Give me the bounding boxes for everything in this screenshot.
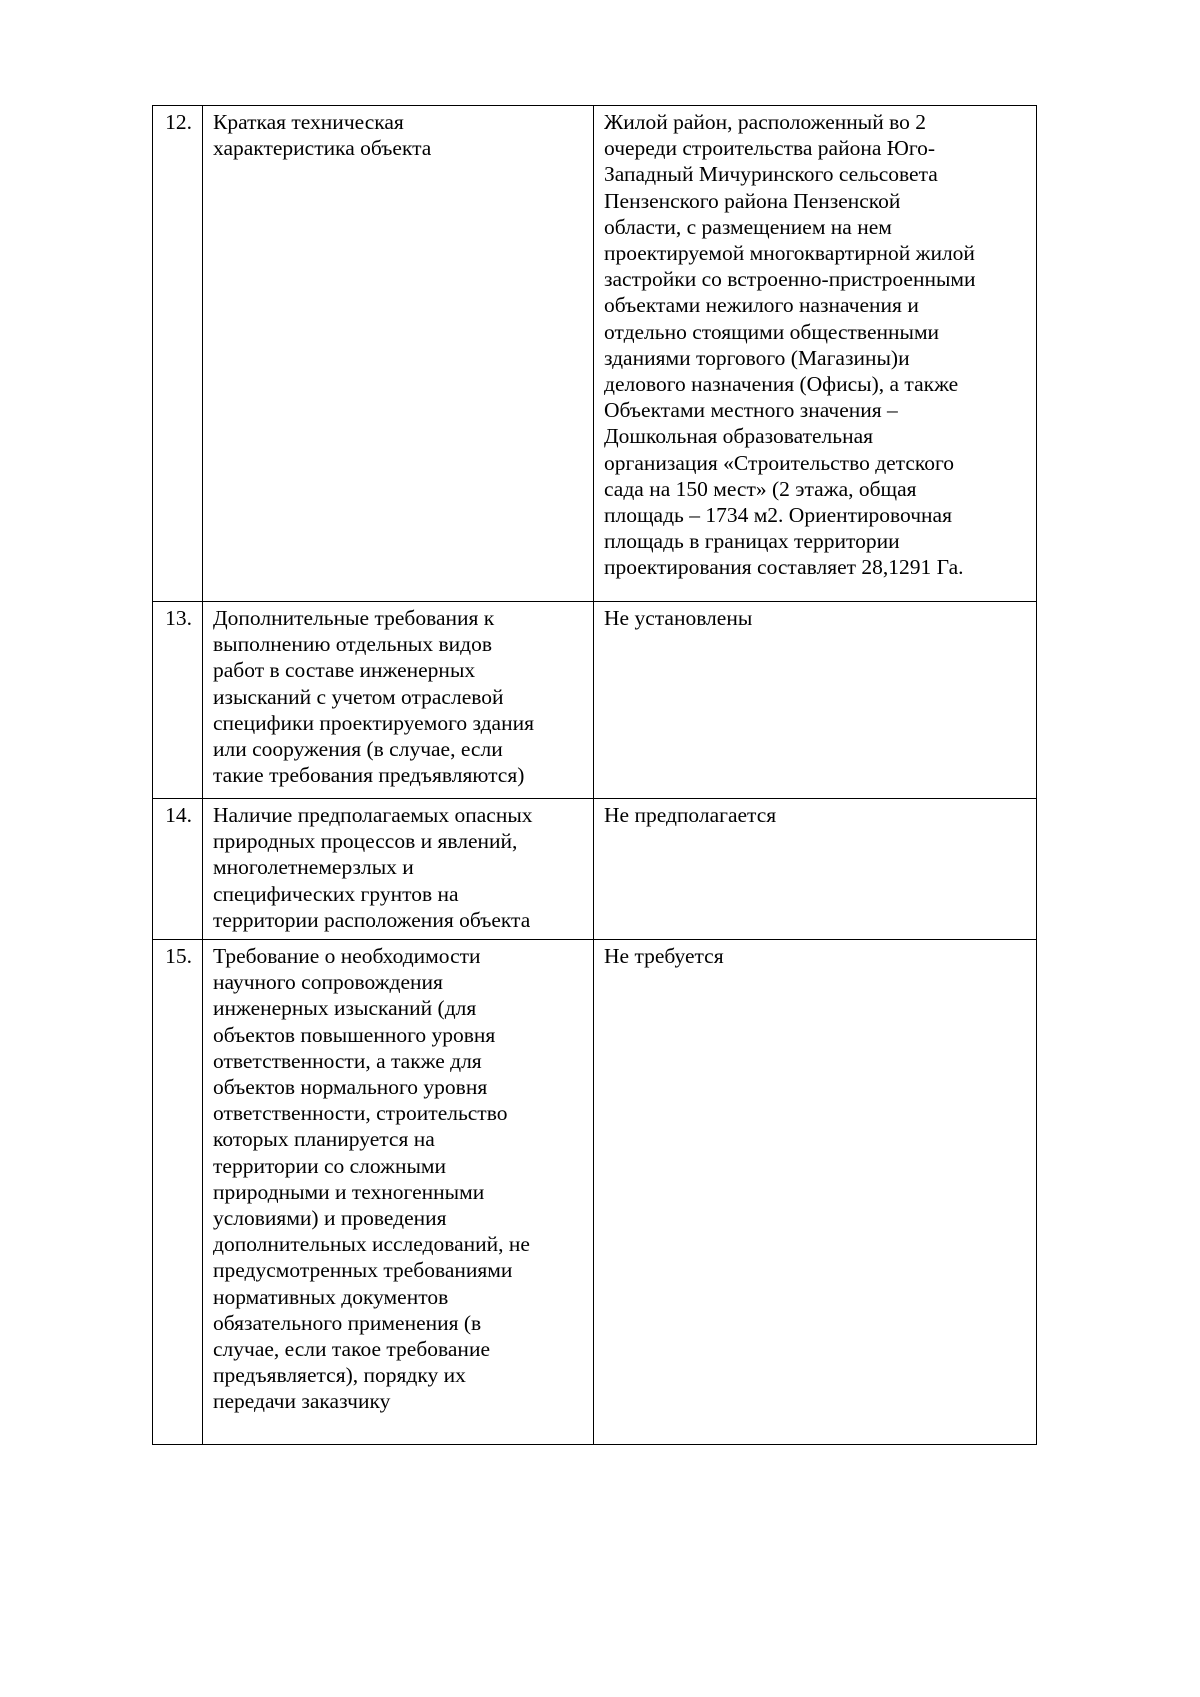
row-number: 12. <box>153 106 203 602</box>
row-label: Дополнительные требования к выполнению отдельных видов работ в составе инженерных изысканий с учетом отраслевой специфики проектируемого здания или сооружения (в случае, если такие требования предъявляются) <box>203 602 594 799</box>
table-row <box>153 940 1037 1445</box>
row-label: Наличие предполагаемых опасных природных процессов и явлений, многолетнемерзлых и специфических грунтов на территории расположения объекта <box>203 799 594 940</box>
row-number: 13. <box>153 602 203 799</box>
row-number: 14. <box>153 799 203 940</box>
row-value: Не установлены <box>594 602 1037 799</box>
row-number: 15. <box>153 940 203 1445</box>
row-value: Жилой район, расположенный во 2 очереди строительства района Юго- Западный Мичуринского сельсовета Пензенского района Пензенской области, с размещением на нем проектируемой многоквартирной жилой застройки со встроенно-пристроенными объектами нежилого назначения и отдельно стоящими общественными зданиями торгового (Магазины)и делового назначения (Офисы), а также Объектами местного значения – Дошкольная образовательная организация «Строительство детского сада на 150 мест» (2 этажа, общая площадь – 1734 м2. Ориентировочная площадь в границах территории проектирования составляет 28,1291 Га. <box>594 106 1037 602</box>
row-value: Не предполагается <box>594 799 1037 940</box>
row-label: Краткая техническая характеристика объекта <box>203 106 594 602</box>
requirements-table <box>152 105 1037 1445</box>
row-label: Требование о необходимости научного сопровождения инженерных изысканий (для объектов повышенного уровня ответственности, а также для объектов нормального уровня ответственности, строительство которых планируется на территории со сложными природными и техногенными условиями) и проведения дополнительных исследований, не предусмотренных требованиями нормативных документов обязательного применения (в случае, если такое требование предъявляется), порядку их передачи заказчику <box>203 940 594 1445</box>
row-value: Не требуется <box>594 940 1037 1445</box>
table-row <box>153 106 1037 602</box>
table-row <box>153 799 1037 940</box>
table-row <box>153 602 1037 799</box>
